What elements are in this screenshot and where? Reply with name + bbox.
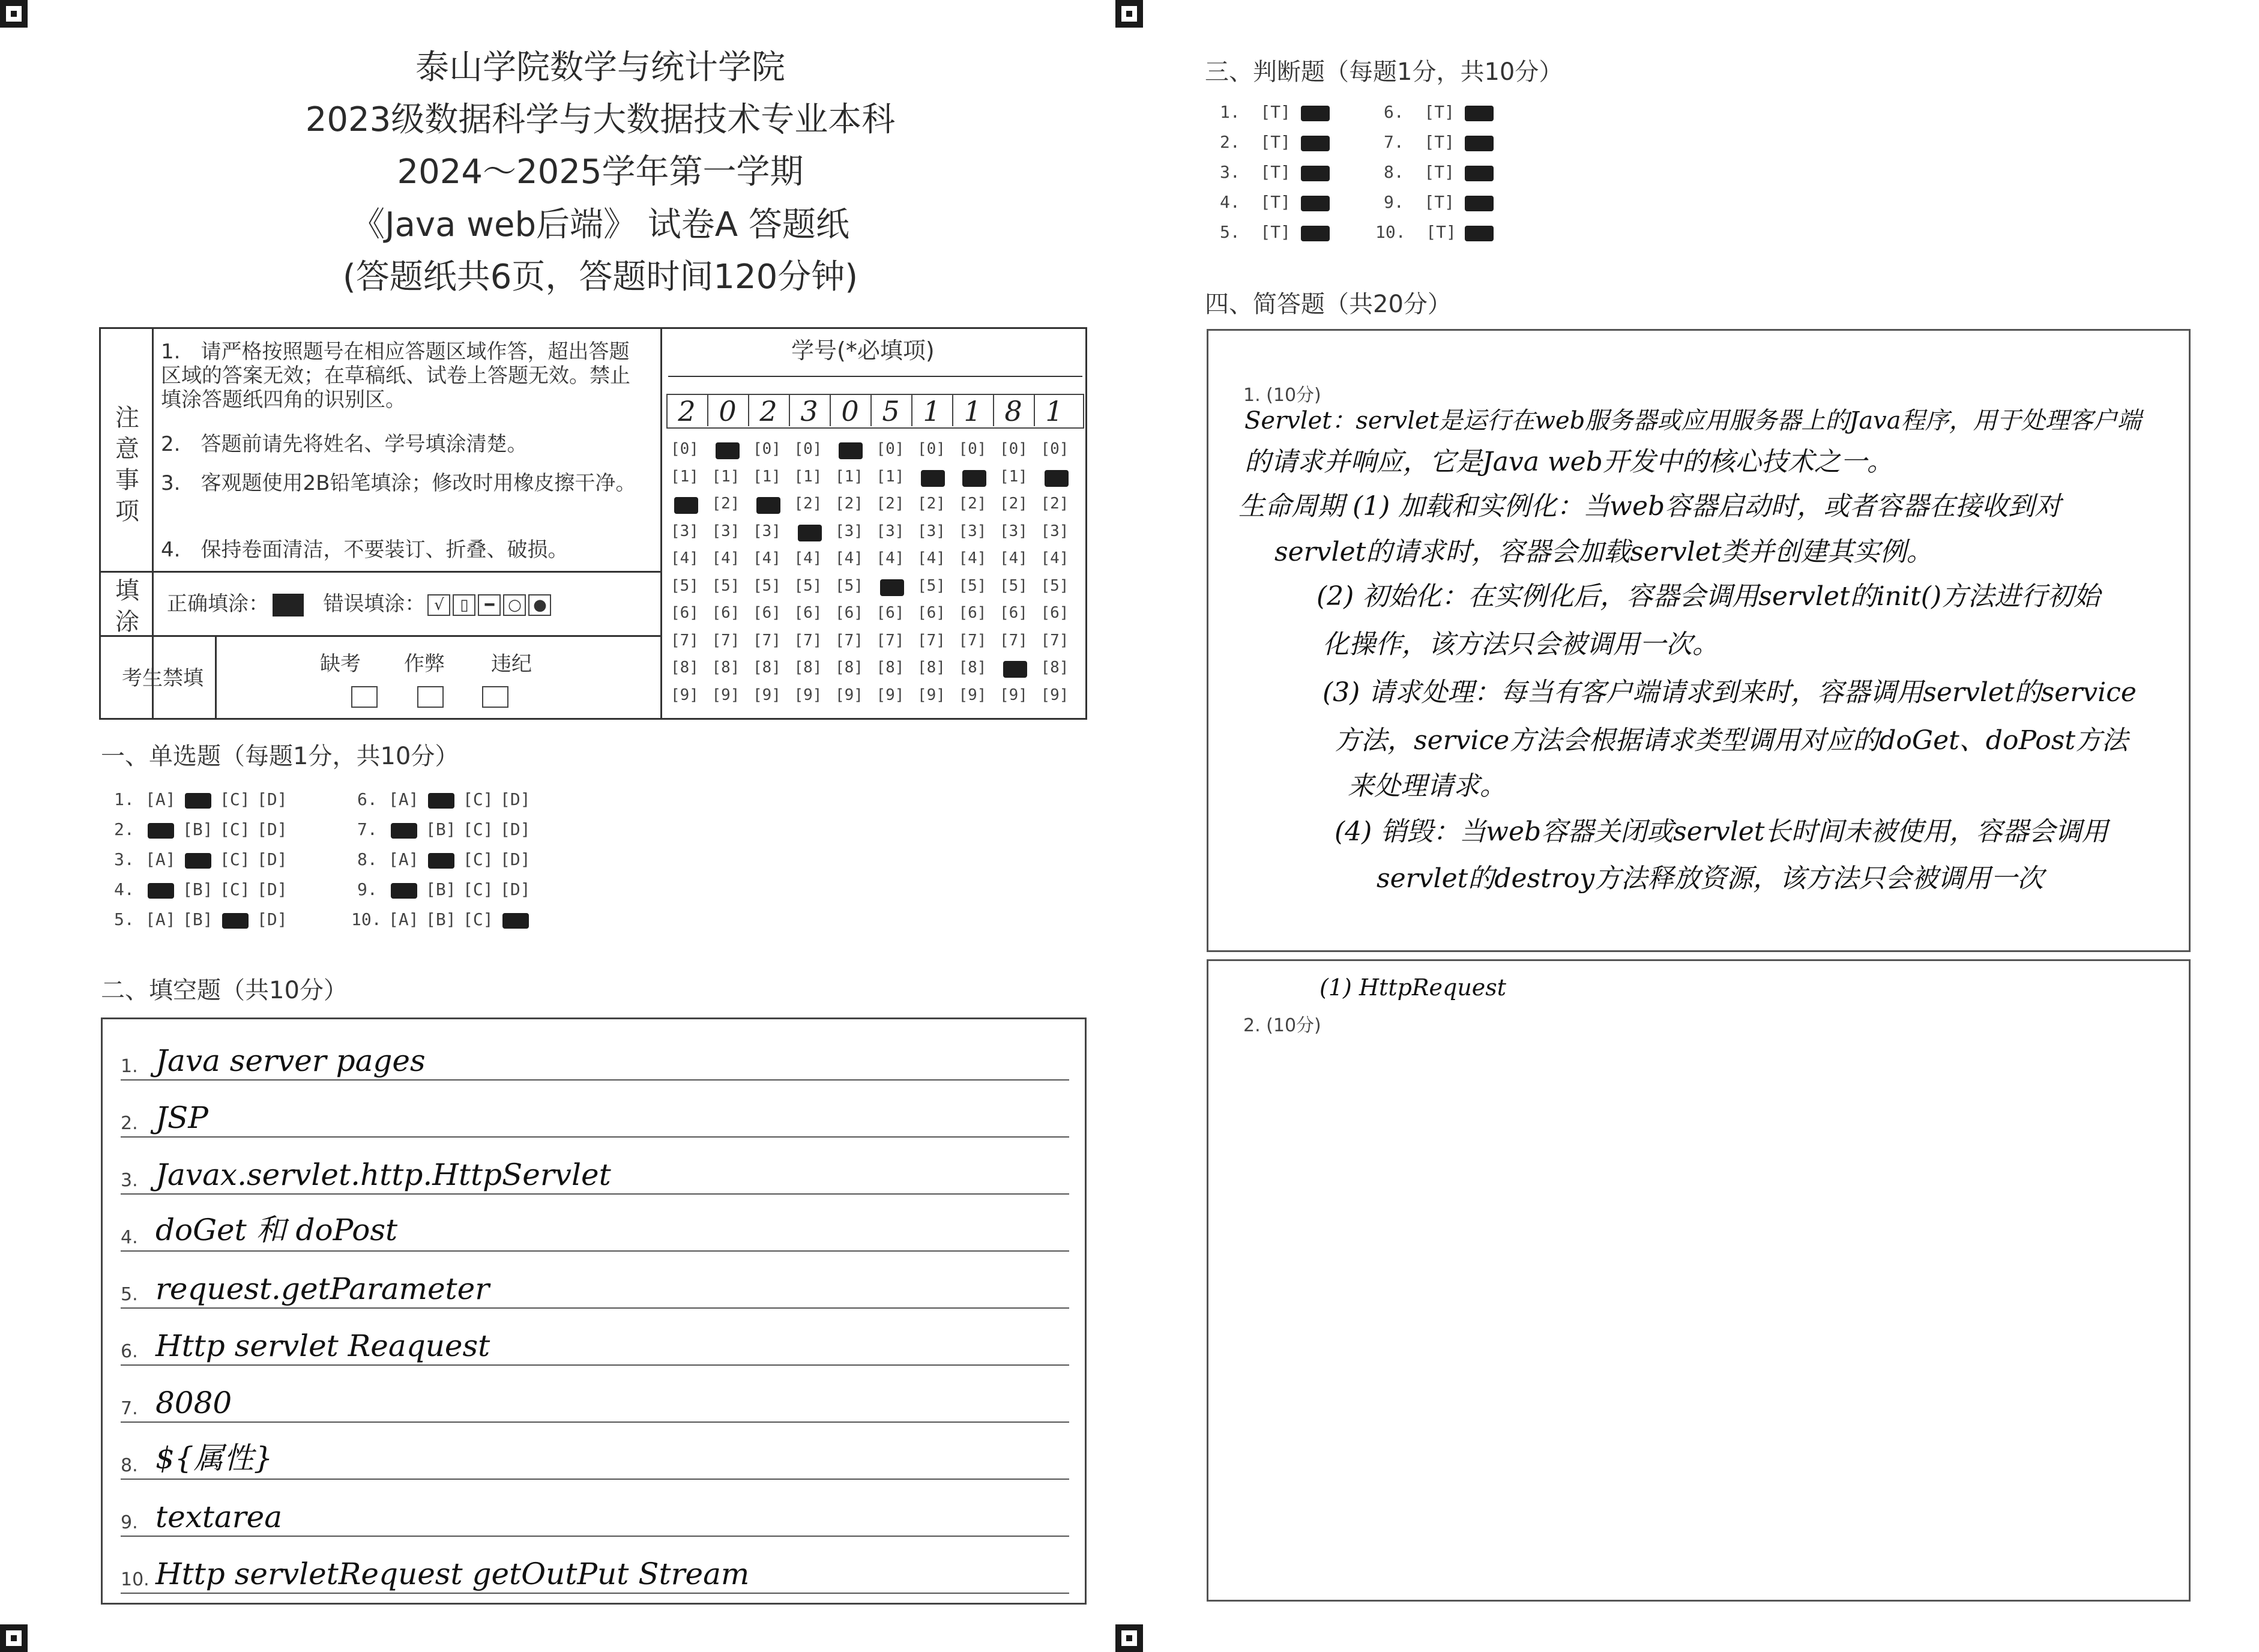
single-choice-number: 9. xyxy=(357,879,378,899)
student-id-bubble[interactable]: [5] xyxy=(671,576,699,595)
student-id-bubble[interactable]: [9] xyxy=(876,686,905,704)
student-id-bubble[interactable]: [0] xyxy=(671,440,699,458)
student-id-bubble[interactable]: [1] xyxy=(711,467,740,486)
student-id-bubble[interactable]: [9] xyxy=(917,686,946,704)
student-id-bubble[interactable]: [2] xyxy=(711,495,740,513)
single-choice-option[interactable]: [D] xyxy=(257,819,288,839)
student-id-bubble[interactable]: [0] xyxy=(1040,440,1069,458)
student-id-digit-6: 5 xyxy=(870,395,912,426)
student-id-bubble[interactable]: [2] xyxy=(958,495,987,513)
fill-answer-row-1[interactable]: 1. Java server pages xyxy=(121,1031,1069,1081)
forbid-violate-label: 违纪 xyxy=(491,652,532,676)
single-choice-option[interactable]: [A] xyxy=(145,909,176,929)
q2-line-1: (1) HttpRequest xyxy=(1320,974,1507,1001)
q1-line-2: 的请求并响应，它是Java web开发中的核心技术之一。 xyxy=(1244,447,1893,477)
true-false-row[interactable]: 2. [T] xyxy=(1220,132,1291,152)
q1-line-7: (3) 请求处理：每当有客户端请求到来时，容器调用servlet的service xyxy=(1323,677,2137,708)
true-false-false-filled[interactable] xyxy=(1301,106,1330,121)
true-false-row[interactable]: 5. [T] xyxy=(1220,222,1291,242)
student-id-digit-4: 3 xyxy=(789,395,831,426)
student-id-bubble[interactable]: [8] xyxy=(917,659,946,677)
single-choice-option[interactable]: [B] xyxy=(426,909,456,929)
fill-answer-row-8[interactable]: 8. ${属性} xyxy=(121,1430,1069,1480)
true-false-row[interactable]: 6. [T] xyxy=(1384,102,1455,122)
student-id-bubble[interactable]: [9] xyxy=(671,686,699,704)
student-id-bubble[interactable]: [6] xyxy=(753,604,781,622)
single-choice-number: 6. xyxy=(357,789,378,809)
student-id-bubble[interactable]: [6] xyxy=(958,604,987,622)
student-id-bubble[interactable]: [1] xyxy=(835,467,863,486)
student-id-bubble[interactable]: [0] xyxy=(794,440,822,458)
single-choice-option[interactable]: [B] xyxy=(182,909,213,929)
header-major: 2023级数据科学与大数据技术专业本科 xyxy=(305,100,896,139)
single-choice-option-filled[interactable] xyxy=(148,823,174,839)
single-choice-option[interactable]: [D] xyxy=(257,849,288,869)
student-id-bubble[interactable]: [6] xyxy=(1040,604,1069,622)
wrong-mark-dash: ━ xyxy=(478,594,501,616)
student-id-bubble[interactable]: [4] xyxy=(671,549,699,567)
student-id-bubble[interactable]: [9] xyxy=(958,686,987,704)
student-id-bubble[interactable]: [8] xyxy=(671,659,699,677)
student-id-bubble[interactable]: [4] xyxy=(753,549,781,567)
section1-title: 一、单选题（每题1分，共10分） xyxy=(101,743,459,770)
single-choice-option[interactable]: [A] xyxy=(145,849,176,869)
corner-marker-top-center xyxy=(1115,0,1143,28)
student-id-bubble[interactable]: [4] xyxy=(1040,549,1069,567)
student-id-bubble-filled[interactable] xyxy=(962,470,986,487)
true-false-false-filled[interactable] xyxy=(1465,166,1494,181)
student-id-bubble[interactable]: [1] xyxy=(753,467,781,486)
student-id-bubble[interactable]: [7] xyxy=(711,631,740,650)
student-id-bubble[interactable]: [5] xyxy=(711,576,740,595)
q1-line-9: 来处理请求。 xyxy=(1348,771,1506,801)
single-choice-option[interactable]: [C] xyxy=(463,909,493,929)
true-false-false-filled[interactable] xyxy=(1465,106,1494,121)
single-choice-option-filled[interactable] xyxy=(391,883,417,899)
fill-answer-row-9[interactable]: 9. textarea xyxy=(121,1488,1069,1537)
single-choice-option-filled[interactable] xyxy=(391,823,417,839)
fill-answer-text: doGet 和 doPost xyxy=(155,1213,398,1247)
wrong-mark-circle: ○ xyxy=(503,594,526,616)
student-id-bubble[interactable]: [4] xyxy=(1000,549,1028,567)
student-id-bubble[interactable]: [6] xyxy=(794,604,822,622)
true-false-false-filled[interactable] xyxy=(1465,226,1494,241)
student-id-bubble[interactable]: [0] xyxy=(1000,440,1028,458)
student-id-bubble[interactable]: [3] xyxy=(917,522,946,540)
student-id-bubble[interactable]: [2] xyxy=(835,495,863,513)
student-id-bubble[interactable]: [6] xyxy=(835,604,863,622)
student-id-bubble[interactable]: [3] xyxy=(958,522,987,540)
short-answer-q2-label: 2. (10分) xyxy=(1243,1015,1321,1036)
single-choice-number: 4. xyxy=(114,879,134,899)
student-id-digit-2: 0 xyxy=(707,395,749,426)
student-id-bubble-filled[interactable] xyxy=(674,497,698,514)
student-id-bubble[interactable]: [2] xyxy=(1040,495,1069,513)
single-choice-number: 1. xyxy=(114,789,134,809)
single-choice-option[interactable]: [C] xyxy=(463,879,493,899)
single-choice-option-filled[interactable] xyxy=(428,793,454,809)
student-id-bubble[interactable]: [8] xyxy=(876,659,905,677)
student-id-bubble[interactable]: [2] xyxy=(917,495,946,513)
student-id-bubble[interactable]: [4] xyxy=(876,549,905,567)
corner-marker-bottom-left xyxy=(0,1624,28,1652)
correct-fill-label: 正确填涂： xyxy=(167,592,269,616)
student-id-bubble[interactable]: [7] xyxy=(794,631,822,650)
true-false-false-filled[interactable] xyxy=(1465,136,1494,151)
student-id-digit-1: 2 xyxy=(666,395,708,426)
student-id-bubble[interactable]: [8] xyxy=(711,659,740,677)
q1-line-6: 化操作，该方法只会被调用一次。 xyxy=(1323,629,1719,660)
student-id-bubble[interactable]: [5] xyxy=(835,576,863,595)
header-exam-info: (答题纸共6页，答题时间120分钟) xyxy=(342,258,858,297)
section2-title: 二、填空题（共10分） xyxy=(101,977,348,1004)
corner-marker-bottom-center xyxy=(1115,1624,1143,1652)
student-id-bubble[interactable]: [1] xyxy=(876,467,905,486)
student-id-bubble[interactable]: [2] xyxy=(794,495,822,513)
student-id-bubble[interactable]: [2] xyxy=(1000,495,1028,513)
student-id-digit-8: 1 xyxy=(952,395,994,426)
student-id-bubble-filled[interactable] xyxy=(839,442,863,459)
true-false-row[interactable]: 9. [T] xyxy=(1384,192,1455,212)
student-id-bubble[interactable]: [6] xyxy=(671,604,699,622)
fill-answer-text: Javax.servlet.http.HttpServlet xyxy=(155,1157,611,1192)
student-id-bubble[interactable]: [7] xyxy=(753,631,781,650)
student-id-bubble[interactable]: [3] xyxy=(835,522,863,540)
forbid-cheat-box[interactable] xyxy=(417,686,444,708)
student-id-bubble[interactable]: [7] xyxy=(835,631,863,650)
student-id-bubble[interactable]: [9] xyxy=(835,686,863,704)
true-false-row[interactable]: 10. [T] xyxy=(1375,222,1456,242)
single-choice-option[interactable]: [B] xyxy=(182,819,213,839)
single-choice-option[interactable]: [D] xyxy=(500,819,531,839)
true-false-false-filled[interactable] xyxy=(1301,166,1330,181)
student-id-bubble[interactable]: [3] xyxy=(711,522,740,540)
student-id-bubble[interactable]: [1] xyxy=(794,467,822,486)
notice-item-2: 2. 答题前请先将姓名、学号填涂清楚。 xyxy=(161,432,528,456)
correct-fill-sample xyxy=(273,594,304,616)
single-choice-option-filled[interactable] xyxy=(502,913,529,929)
single-choice-option[interactable]: [C] xyxy=(220,849,250,869)
student-id-bubble[interactable]: [6] xyxy=(711,604,740,622)
true-false-row[interactable]: 8. [T] xyxy=(1384,162,1455,182)
student-id-bubble[interactable]: [0] xyxy=(876,440,905,458)
student-id-bubble[interactable]: [2] xyxy=(876,495,905,513)
single-choice-option[interactable]: [B] xyxy=(426,879,456,899)
q1-line-3: 生命周期 (1) 加载和实例化：当web容器启动时，或者容器在接收到对 xyxy=(1238,491,2061,522)
fill-label: 填涂 xyxy=(115,577,139,636)
student-id-bubble[interactable]: [6] xyxy=(917,604,946,622)
fill-answer-text: ${属性} xyxy=(155,1441,273,1476)
student-id-bubble-filled[interactable] xyxy=(1045,470,1069,487)
student-id-bubble[interactable]: [3] xyxy=(876,522,905,540)
single-choice-option[interactable]: [D] xyxy=(500,879,531,899)
wrong-mark-check: √ xyxy=(427,594,450,616)
notice-item-1: 1. 请严格按照题号在相应答题区域作答，超出答题区域的答案无效；在草稿纸、试卷上答题无效。禁止填涂答题纸四角的识别区。 xyxy=(161,340,630,412)
short-answer-box-2[interactable] xyxy=(1207,959,2191,1602)
student-id-bubble[interactable]: [8] xyxy=(958,659,987,677)
fill-answer-text: Http servletRequest getOutPut Stream xyxy=(155,1557,750,1591)
single-choice-option[interactable]: [C] xyxy=(463,849,493,869)
q1-line-4: servlet的请求时，容器会加载servlet类并创建其实例。 xyxy=(1274,537,1933,567)
short-answer-q1-label: 1. (10分) xyxy=(1243,385,1321,406)
single-choice-option[interactable]: [A] xyxy=(145,789,176,809)
student-id-bubble[interactable]: [3] xyxy=(1040,522,1069,540)
true-false-row[interactable]: 1. [T] xyxy=(1220,102,1291,122)
student-id-bubble[interactable]: [3] xyxy=(671,522,699,540)
fill-answer-row-3[interactable]: 3. Javax.servlet.http.HttpServlet xyxy=(121,1145,1069,1195)
single-choice-option[interactable]: [C] xyxy=(220,879,250,899)
student-id-digit-5: 0 xyxy=(830,395,872,426)
student-id-bubble[interactable]: [3] xyxy=(753,522,781,540)
student-id-bubble-filled[interactable] xyxy=(921,470,945,487)
wrong-mark-bar: ▯ xyxy=(453,594,475,616)
student-id-bubble[interactable]: [7] xyxy=(1040,631,1069,650)
student-id-bubble[interactable]: [4] xyxy=(711,549,740,567)
forbid-label: 考生禁填 xyxy=(122,666,204,690)
single-choice-option[interactable]: [D] xyxy=(257,909,288,929)
student-id-bubble[interactable]: [6] xyxy=(1000,604,1028,622)
fill-answer-text: Http servlet Reaquest xyxy=(155,1328,490,1363)
single-choice-option[interactable]: [C] xyxy=(220,789,250,809)
student-id-bubble[interactable]: [9] xyxy=(753,686,781,704)
student-id-title: 学号(*必填项) xyxy=(791,337,935,364)
notice-label: 注意事项 xyxy=(115,404,139,525)
single-choice-number: 2. xyxy=(114,819,134,839)
student-id-bubble[interactable]: [0] xyxy=(958,440,987,458)
student-id-bubble[interactable]: [0] xyxy=(753,440,781,458)
fill-answer-row-6[interactable]: 6. Http servlet Reaquest xyxy=(121,1316,1069,1366)
section4-title: 四、简答题（共20分） xyxy=(1205,291,1452,318)
student-id-bubble[interactable]: [4] xyxy=(958,549,987,567)
student-id-bubble[interactable]: [7] xyxy=(876,631,905,650)
fill-answer-row-2[interactable]: 2. JSP xyxy=(121,1088,1069,1138)
true-false-row[interactable]: 4. [T] xyxy=(1220,192,1291,212)
forbid-cheat-label: 作弊 xyxy=(404,652,445,676)
true-false-row[interactable]: 3. [T] xyxy=(1220,162,1291,182)
single-choice-option[interactable]: [D] xyxy=(500,849,531,869)
student-id-bubble[interactable]: [5] xyxy=(1000,576,1028,595)
wrong-mark-dot: ● xyxy=(528,594,551,616)
header-exam-title: 《Java web后端》 试卷A 答题纸 xyxy=(351,205,849,244)
student-id-bubble-filled[interactable] xyxy=(716,442,740,459)
student-id-bubble[interactable]: [7] xyxy=(1000,631,1028,650)
single-choice-option[interactable]: [C] xyxy=(463,789,493,809)
section3-title: 三、判断题（每题1分，共10分） xyxy=(1205,58,1563,86)
single-choice-option[interactable]: [A] xyxy=(388,789,419,809)
forbid-absent-box[interactable] xyxy=(351,686,378,708)
single-choice-option-filled[interactable] xyxy=(148,883,174,899)
single-choice-option[interactable]: [D] xyxy=(500,789,531,809)
student-id-bubble[interactable]: [8] xyxy=(835,659,863,677)
student-id-bubble[interactable]: [5] xyxy=(753,576,781,595)
true-false-false-filled[interactable] xyxy=(1301,196,1330,211)
single-choice-option-filled[interactable] xyxy=(185,793,211,809)
single-choice-option[interactable]: [D] xyxy=(257,879,288,899)
student-id-bubble[interactable]: [9] xyxy=(1040,686,1069,704)
single-choice-number: 8. xyxy=(357,849,378,869)
student-id-bubble[interactable]: [1] xyxy=(1000,467,1028,486)
fill-answer-text: 8080 xyxy=(155,1385,232,1420)
header-school: 泰山学院数学与统计学院 xyxy=(415,48,785,87)
student-id-bubble[interactable]: [7] xyxy=(958,631,987,650)
student-id-bubble[interactable]: [5] xyxy=(958,576,987,595)
single-choice-number: 3. xyxy=(114,849,134,869)
single-choice-number: 7. xyxy=(357,819,378,839)
true-false-false-filled[interactable] xyxy=(1301,226,1330,241)
student-id-digit-3: 2 xyxy=(748,395,790,426)
student-id-bubble[interactable]: [8] xyxy=(753,659,781,677)
single-choice-option-filled[interactable] xyxy=(222,913,249,929)
student-id-digit-9: 8 xyxy=(993,395,1035,426)
forbid-violate-box[interactable] xyxy=(482,686,508,708)
wrong-fill-label: 错误填涂： xyxy=(323,592,426,616)
student-id-bubble[interactable]: [9] xyxy=(1000,686,1028,704)
student-id-digit-10: 1 xyxy=(1045,395,1063,427)
q1-line-11: servlet的destroy方法释放资源，该方法只会被调用一次 xyxy=(1377,863,2044,894)
corner-marker-top-left xyxy=(0,0,28,28)
student-id-bubble[interactable]: [1] xyxy=(671,467,699,486)
student-id-bubble-filled[interactable] xyxy=(756,497,780,514)
true-false-false-filled[interactable] xyxy=(1465,196,1494,211)
true-false-false-filled[interactable] xyxy=(1301,136,1330,151)
single-choice-option-filled[interactable] xyxy=(428,853,454,869)
fill-answer-text: Java server pages xyxy=(155,1043,426,1078)
student-id-bubble[interactable]: [8] xyxy=(1040,659,1069,677)
true-false-row[interactable]: 7. [T] xyxy=(1384,132,1455,152)
student-id-bubble[interactable]: [3] xyxy=(1000,522,1028,540)
student-id-bubble[interactable]: [5] xyxy=(1040,576,1069,595)
fill-answer-text: textarea xyxy=(155,1500,283,1534)
student-id-bubble[interactable]: [5] xyxy=(917,576,946,595)
student-id-bubble[interactable]: [9] xyxy=(711,686,740,704)
single-choice-option[interactable]: [B] xyxy=(426,819,456,839)
student-id-bubble[interactable]: [6] xyxy=(876,604,905,622)
student-id-bubble[interactable]: [4] xyxy=(917,549,946,567)
fill-in-answer-box xyxy=(101,1017,1087,1605)
student-id-bubble[interactable]: [7] xyxy=(917,631,946,650)
student-id-bubble[interactable]: [0] xyxy=(917,440,946,458)
q1-line-5: (2) 初始化：在实例化后，容器会调用servlet的init()方法进行初始 xyxy=(1316,581,2101,612)
single-choice-option[interactable]: [B] xyxy=(182,879,213,899)
single-choice-option[interactable]: [C] xyxy=(463,819,493,839)
student-id-bubble[interactable]: [7] xyxy=(671,631,699,650)
student-id-digit-7: 1 xyxy=(911,395,953,426)
fill-answer-text: request.getParameter xyxy=(155,1271,490,1306)
notice-item-3: 3. 客观题使用2B铅笔填涂；修改时用橡皮擦干净。 xyxy=(161,471,636,495)
fill-answer-row-7[interactable]: 7. 8080 xyxy=(121,1373,1069,1423)
single-choice-number: 5. xyxy=(114,909,134,929)
student-id-bubble[interactable]: [5] xyxy=(794,576,822,595)
student-id-bubble[interactable]: [9] xyxy=(794,686,822,704)
student-id-bubble[interactable]: [4] xyxy=(794,549,822,567)
short-answer-box-1[interactable] xyxy=(1207,329,2191,952)
single-choice-number: 10. xyxy=(351,909,382,929)
student-id-bubble[interactable]: [8] xyxy=(794,659,822,677)
q1-line-8: 方法，service方法会根据请求类型调用对应的doGet、doPost方法 xyxy=(1335,725,2129,756)
fill-answer-row-5[interactable]: 5. request.getParameter xyxy=(121,1259,1069,1309)
single-choice-option-filled[interactable] xyxy=(185,853,211,869)
q1-line-10: (4) 销毁：当web容器关闭或servlet长时间未被使用，容器会调用 xyxy=(1335,816,2108,847)
single-choice-option[interactable]: [A] xyxy=(388,849,419,869)
forbid-absent-label: 缺考 xyxy=(320,652,361,676)
notice-item-4: 4. 保持卷面清洁，不要装订、折叠、破损。 xyxy=(161,538,569,562)
student-id-bubble-filled[interactable] xyxy=(798,525,822,541)
student-id-bubble[interactable]: [4] xyxy=(835,549,863,567)
single-choice-option[interactable]: [D] xyxy=(257,789,288,809)
fill-answer-row-10[interactable]: 10. Http servletRequest getOutPut Stream xyxy=(121,1545,1069,1594)
student-id-bubble-filled[interactable] xyxy=(880,579,904,596)
single-choice-option[interactable]: [C] xyxy=(220,819,250,839)
single-choice-option[interactable]: [A] xyxy=(388,909,419,929)
header-term: 2024～2025学年第一学期 xyxy=(397,152,804,191)
fill-instructions xyxy=(167,592,659,616)
student-id-bubble-filled[interactable] xyxy=(1003,661,1027,678)
fill-answer-row-4[interactable]: 4. doGet 和 doPost xyxy=(121,1202,1069,1252)
fill-answer-text: JSP xyxy=(155,1100,208,1135)
q1-line-1: Servlet：servlet是运行在web服务器或应用服务器上的Java程序，用于处理客户端 xyxy=(1244,407,2141,435)
